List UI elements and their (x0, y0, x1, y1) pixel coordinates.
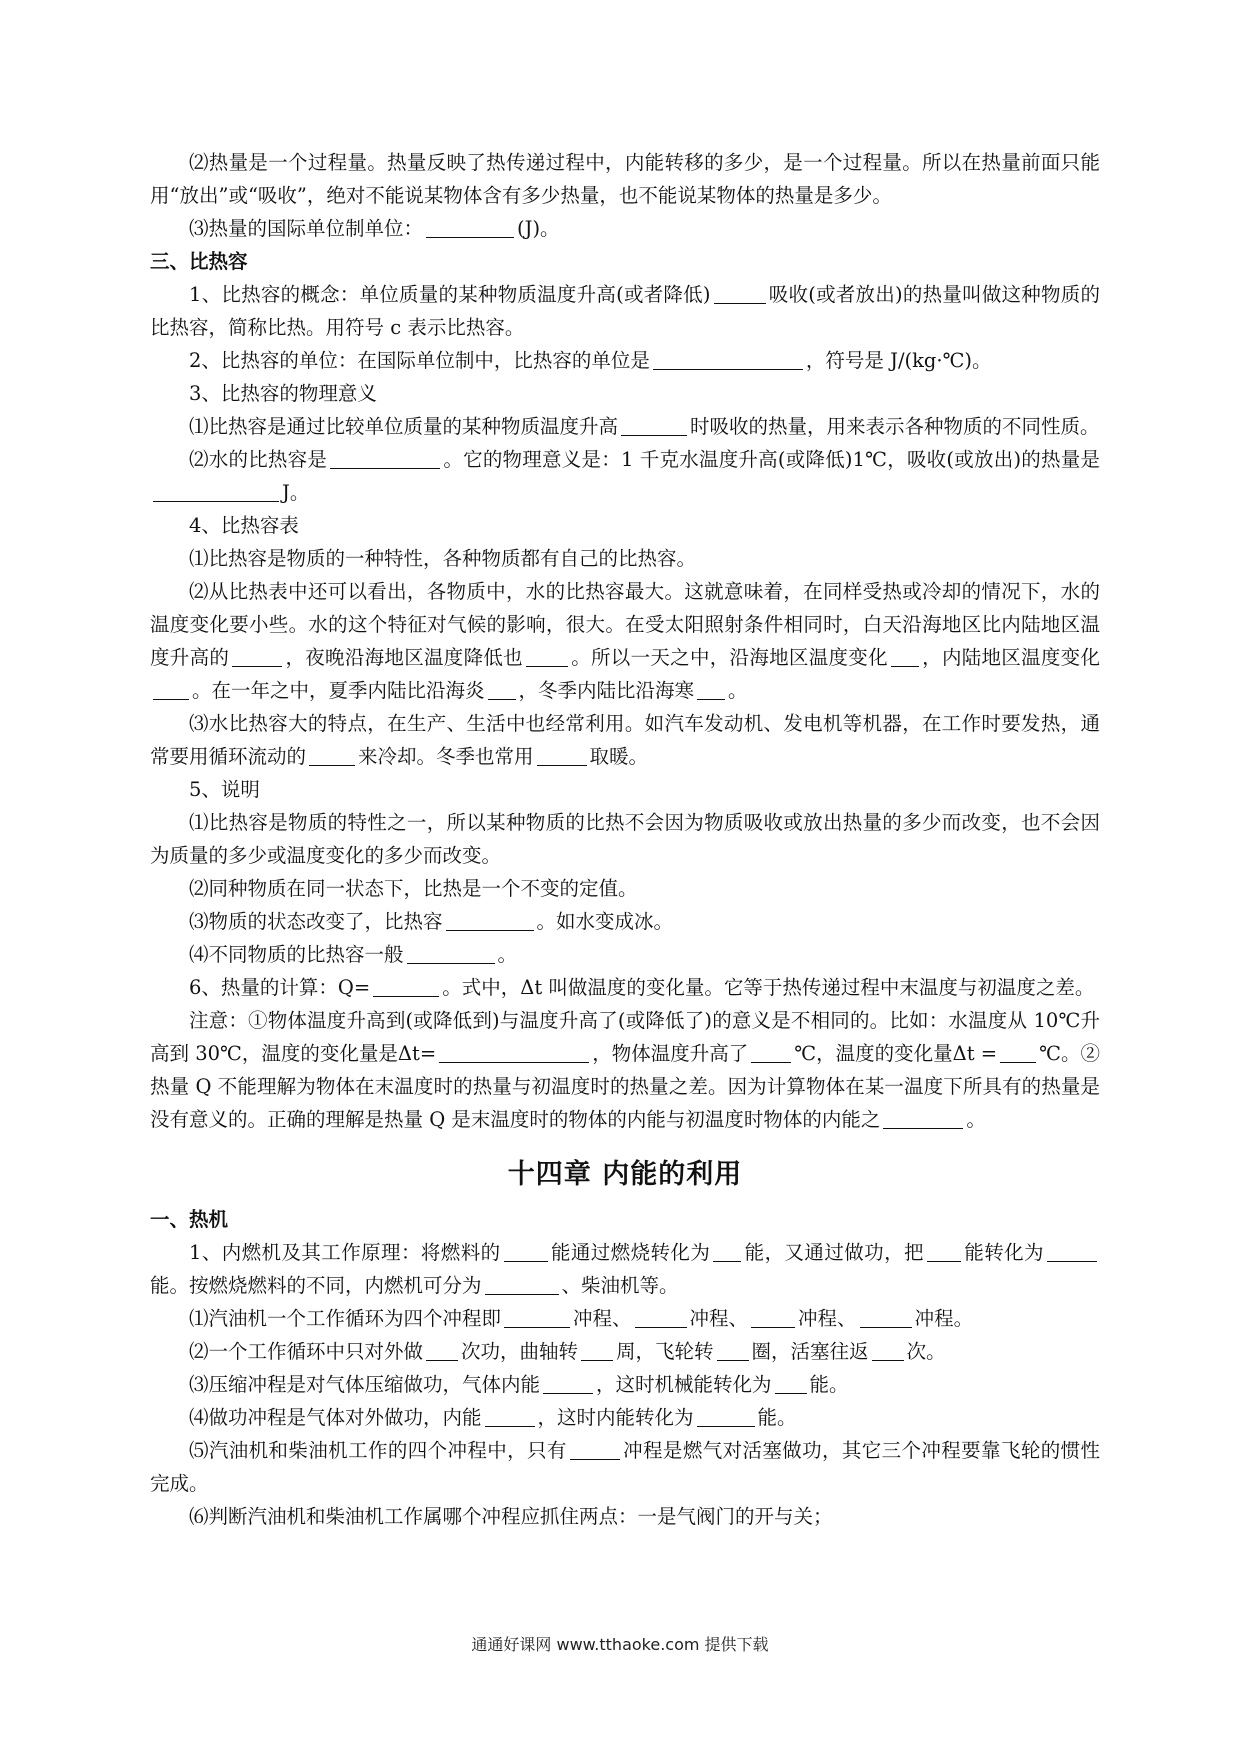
paragraph-meaning-title: 3、比热容的物理意义 (189, 382, 377, 405)
paragraph-stroke-2: ⑵一个工作循环中只对外做 次功，曲轴转 周，飞轮转 圈，活塞往返 次。 (189, 1340, 946, 1363)
chapter-title: 十四章 内能的利用 (507, 1159, 743, 1190)
fill-blank[interactable] (570, 1440, 620, 1461)
fill-blank[interactable] (485, 1407, 535, 1428)
paragraph-stroke-6: ⑹判断汽油机和柴油机工作属哪个冲程应抓住两点：一是气阀门的开与关； (189, 1505, 833, 1528)
fill-blank[interactable] (751, 1308, 795, 1329)
paragraph-stroke-5: ⑸汽油机和柴油机工作的四个冲程中，只有 冲程是燃气对活塞做功，其它三个冲程要靠飞轮的惯性完成。 (150, 1439, 1100, 1495)
fill-blank[interactable] (485, 1275, 559, 1296)
paragraph-table-2: ⑵从比热表中还可以看出，各物质中，水的比热容最大。这就意味着，在同样受热或冷却的情况下，水的温度变化要小些。水的这个特征对气候的影响，很大。在受太阳照射条件相同时，白天沿海地区比内陆地区温度升高的 ，夜晚沿海地区温度降低也 。所以一天之中，沿海地区温度变化 ，内陆地区温度变化。在一年之中，夏季内陆比沿海炎 ，冬季内陆比沿海寒 。 (150, 580, 1100, 702)
paragraph-meaning-2: ⑵水的比热容是 。它的物理意义是：1 千克水温度升高(或降低)1℃，吸收(或放出)的热量是J。 (150, 443, 1100, 509)
fill-blank[interactable] (635, 1308, 687, 1329)
fill-blank[interactable] (426, 1341, 458, 1362)
fill-blank[interactable] (872, 1341, 904, 1362)
fill-blank[interactable] (927, 1242, 961, 1263)
fill-blank[interactable] (426, 218, 514, 239)
paragraph-stroke-4: ⑷做功冲程是气体对外做功，内能 ，这时内能转化为 能。 (189, 1406, 797, 1429)
fill-blank[interactable] (309, 746, 355, 767)
section-heading-specific-heat: 三、比热容 (150, 250, 248, 273)
paragraph-note-title: 5、说明 (189, 778, 260, 801)
fill-blank[interactable] (883, 1109, 963, 1130)
paragraph-stroke-3: ⑶压缩冲程是对气体压缩做功，气体内能 ，这时机械能转化为 能。 (189, 1373, 849, 1396)
fill-blank[interactable] (446, 911, 534, 932)
fill-blank[interactable] (526, 647, 568, 668)
fill-blank[interactable] (653, 350, 803, 371)
fill-blank[interactable] (153, 680, 189, 701)
fill-blank[interactable] (153, 482, 279, 503)
paragraph-table-1: ⑴比热容是物质的一种特性，各种物质都有自己的比热容。 (189, 547, 697, 570)
fill-blank[interactable] (1047, 1242, 1097, 1263)
fill-blank[interactable] (891, 647, 919, 668)
fill-blank[interactable] (1000, 1043, 1036, 1064)
paragraph-unit: 2、比热容的单位：在国际单位制中，比热容的单位是 ，符号是 J/(kg·℃)。 (189, 349, 992, 372)
fill-blank[interactable] (717, 1341, 749, 1362)
fill-blank[interactable] (581, 1341, 613, 1362)
paragraph-note-2: ⑵同种物质在同一状态下，比热是一个不变的定值。 (189, 877, 638, 900)
fill-blank[interactable] (439, 1043, 589, 1064)
fill-blank[interactable] (504, 1242, 548, 1263)
fill-blank[interactable] (373, 977, 439, 998)
fill-blank[interactable] (751, 1043, 791, 1064)
fill-blank[interactable] (713, 1242, 741, 1263)
paragraph-note-4: ⑷不同物质的比热容一般 。 (189, 943, 518, 966)
section-heading-heat-engine: 一、热机 (150, 1208, 229, 1231)
paragraph-ice-principle: 1、内燃机及其工作原理：将燃料的 能通过燃烧转化为 能，又通过做功，把 能转化为能。按燃烧燃料的不同，内燃机可分为 、柴油机等。 (150, 1236, 1100, 1302)
fill-blank[interactable] (714, 284, 766, 305)
paragraph-stroke-1: ⑴汽油机一个工作循环为四个冲程即 冲程、 冲程、 冲程、 冲程。 (189, 1307, 974, 1330)
paragraph-calc: 6、热量的计算：Q= 。式中，Δt 叫做温度的变化量。它等于热传递过程中末温度与初温度之差。 (189, 976, 1095, 999)
paragraph-note-1: ⑴比热容是物质的特性之一，所以某种物质的比热不会因为物质吸收或放出热量的多少而改变，也不会因为质量的多少或温度变化的多少而改变。 (150, 811, 1100, 867)
fill-blank[interactable] (537, 746, 587, 767)
fill-blank[interactable] (232, 647, 282, 668)
fill-blank[interactable] (543, 1374, 593, 1395)
paragraph-attention: 注意：①物体温度升高到(或降低到)与温度升高了(或降低了)的意义是不相同的。比如：水温度从 10℃升高到 30℃，温度的变化量是Δt= ，物体温度升高了 ℃，温度的变化量Δt = ℃。②热量 Q 不能理解为物体在末温度时的热量与初温度时的热量之差。因为计算物体在某一温度下所具有的热量是没有意义的。正确的理解是热量 Q 是末温度时的物体的内能与初温度时物体的内能之 。 (150, 1009, 1100, 1131)
paragraph-heat-unit: ⑶热量的国际单位制单位： (J)。 (189, 217, 560, 240)
fill-blank[interactable] (697, 680, 725, 701)
paragraph-table-title: 4、比热容表 (189, 514, 299, 537)
fill-blank[interactable] (504, 1308, 570, 1329)
fill-blank[interactable] (621, 416, 687, 437)
paragraph-meaning-1: ⑴比热容是通过比较单位质量的某种物质温度升高 时吸收的热量，用来表示各种物质的不同性质。 (189, 415, 1100, 438)
fill-blank[interactable] (488, 680, 516, 701)
paragraph-table-3: ⑶水比热容大的特点，在生产、生活中也经常利用。如汽车发动机、发电机等机器，在工作时要发热，通常要用循环流动的 来冷却。冬季也常用 取暖。 (150, 712, 1100, 768)
page-footer: 通通好课网 www.tthaoke.com 提供下载 (471, 1635, 769, 1654)
fill-blank[interactable] (775, 1374, 807, 1395)
fill-blank[interactable] (697, 1407, 755, 1428)
fill-blank[interactable] (330, 449, 440, 470)
paragraph-note-3: ⑶物质的状态改变了，比热容 。如水变成冰。 (189, 910, 674, 933)
fill-blank[interactable] (860, 1308, 912, 1329)
paragraph-concept: 1、比热容的概念：单位质量的某种物质温度升高(或者降低) 吸收(或者放出)的热量叫做这种物质的比热容，简称比热。用符号 c 表示比热容。 (150, 283, 1101, 339)
paragraph-heat-process: ⑵热量是一个过程量。热量反映了热传递过程中，内能转移的多少，是一个过程量。所以在热量前面只能用“放出”或“吸收”，绝对不能说某物体含有多少热量，也不能说某物体的热量是多少。 (150, 151, 1100, 207)
document-body (150, 146, 1100, 1533)
fill-blank[interactable] (407, 944, 495, 965)
